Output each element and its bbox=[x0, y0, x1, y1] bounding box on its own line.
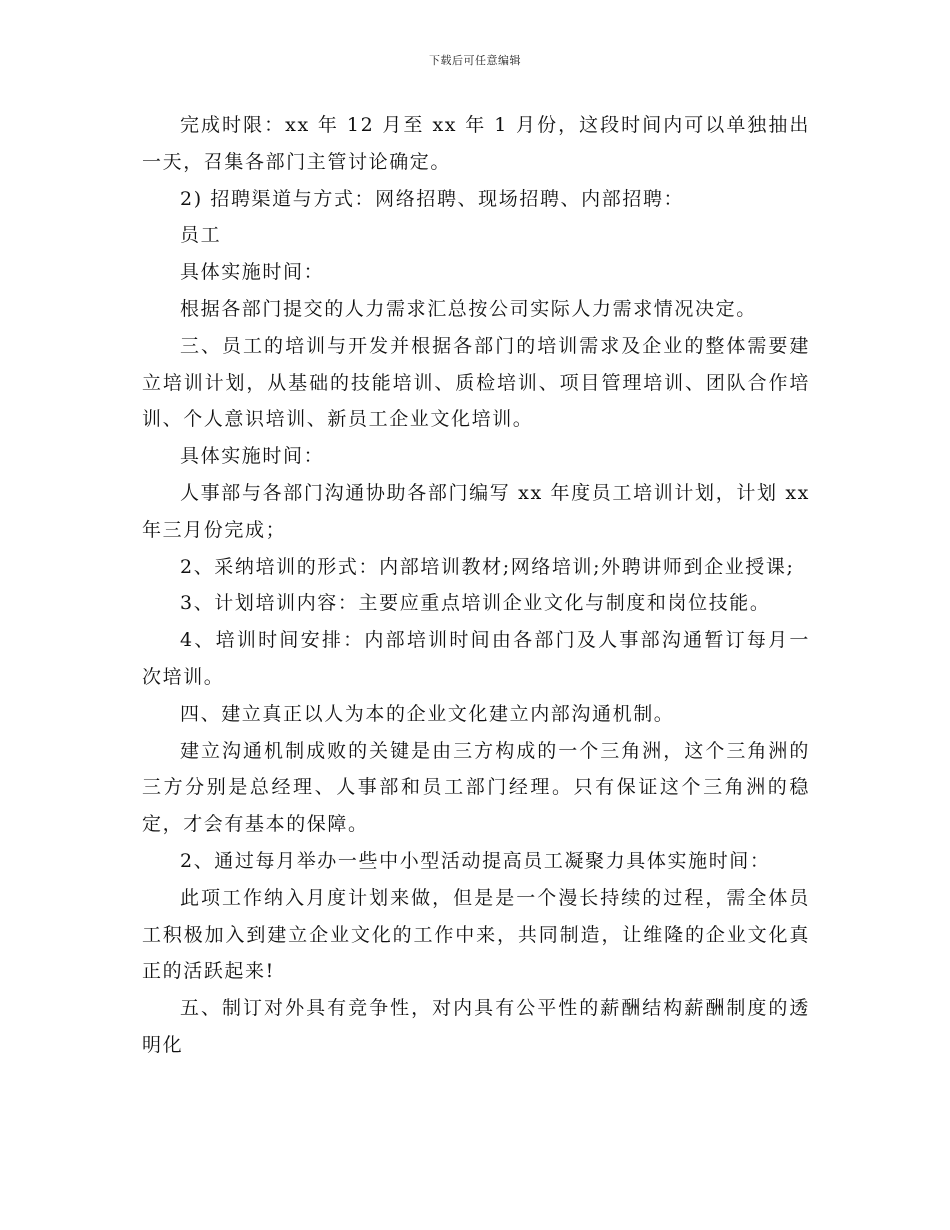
paragraph: 2、采纳培训的形式：内部培训教材;网络培训;外聘讲师到企业授课; bbox=[180, 555, 795, 578]
paragraph: 建立沟通机制成败的关键是由三方构成的一个三角洲，这个三角洲的三方分别是总经理、人事部和员工部门经理。只有保证这个三角洲的稳定，才会有基本的保障。 bbox=[142, 739, 810, 836]
paragraph: 4、培训时间安排：内部培训时间由各部门及人事部沟通暂订每月一次培训。 bbox=[142, 629, 810, 688]
paragraph: 完成时限：xx 年 12 月至 xx 年 1 月份，这段时间内可以单独抽出一天，召集各部门主管讨论确定。 bbox=[142, 114, 810, 173]
paragraph: 员工 bbox=[180, 224, 222, 247]
paragraph: 根据各部门提交的人力需求汇总按公司实际人力需求情况决定。 bbox=[180, 297, 757, 320]
paragraph: 此项工作纳入月度计划来做，但是是一个漫长持续的过程，需全体员工积极加入到建立企业文化的工作中来，共同制造，让维隆的企业文化真正的活跃起来! bbox=[142, 886, 810, 983]
paragraph: 3、计划培训内容：主要应重点培训企业文化与制度和岗位技能。 bbox=[180, 592, 771, 615]
paragraph: 三、员工的培训与开发并根据各部门的培训需求及企业的整体需要建立培训计划，从基础的技能培训、质检培训、项目管理培训、团队合作培训、个人意识培训、新员工企业文化培训。 bbox=[142, 334, 810, 431]
paragraph: 2) 招聘渠道与方式：网络招聘、现场招聘、内部招聘： bbox=[180, 187, 685, 210]
paragraph: 五、制订对外具有竞争性，对内具有公平性的薪酬结构薪酬制度的透明化 bbox=[142, 997, 810, 1056]
paragraph: 四、建立真正以人为本的企业文化建立内部沟通机制。 bbox=[180, 702, 675, 725]
paragraph: 人事部与各部门沟通协助各部门编写 xx 年度员工培训计划，计划 xx 年三月份完成； bbox=[142, 481, 810, 541]
paragraph: 2、通过每月举办一些中小型活动提高员工凝聚力具体实施时间： bbox=[180, 849, 771, 872]
paragraph: 具体实施时间： bbox=[180, 445, 325, 468]
paragraph: 具体实施时间： bbox=[180, 261, 325, 284]
page-header: 下载后可任意编辑 bbox=[429, 54, 521, 67]
document-body bbox=[142, 107, 810, 1064]
